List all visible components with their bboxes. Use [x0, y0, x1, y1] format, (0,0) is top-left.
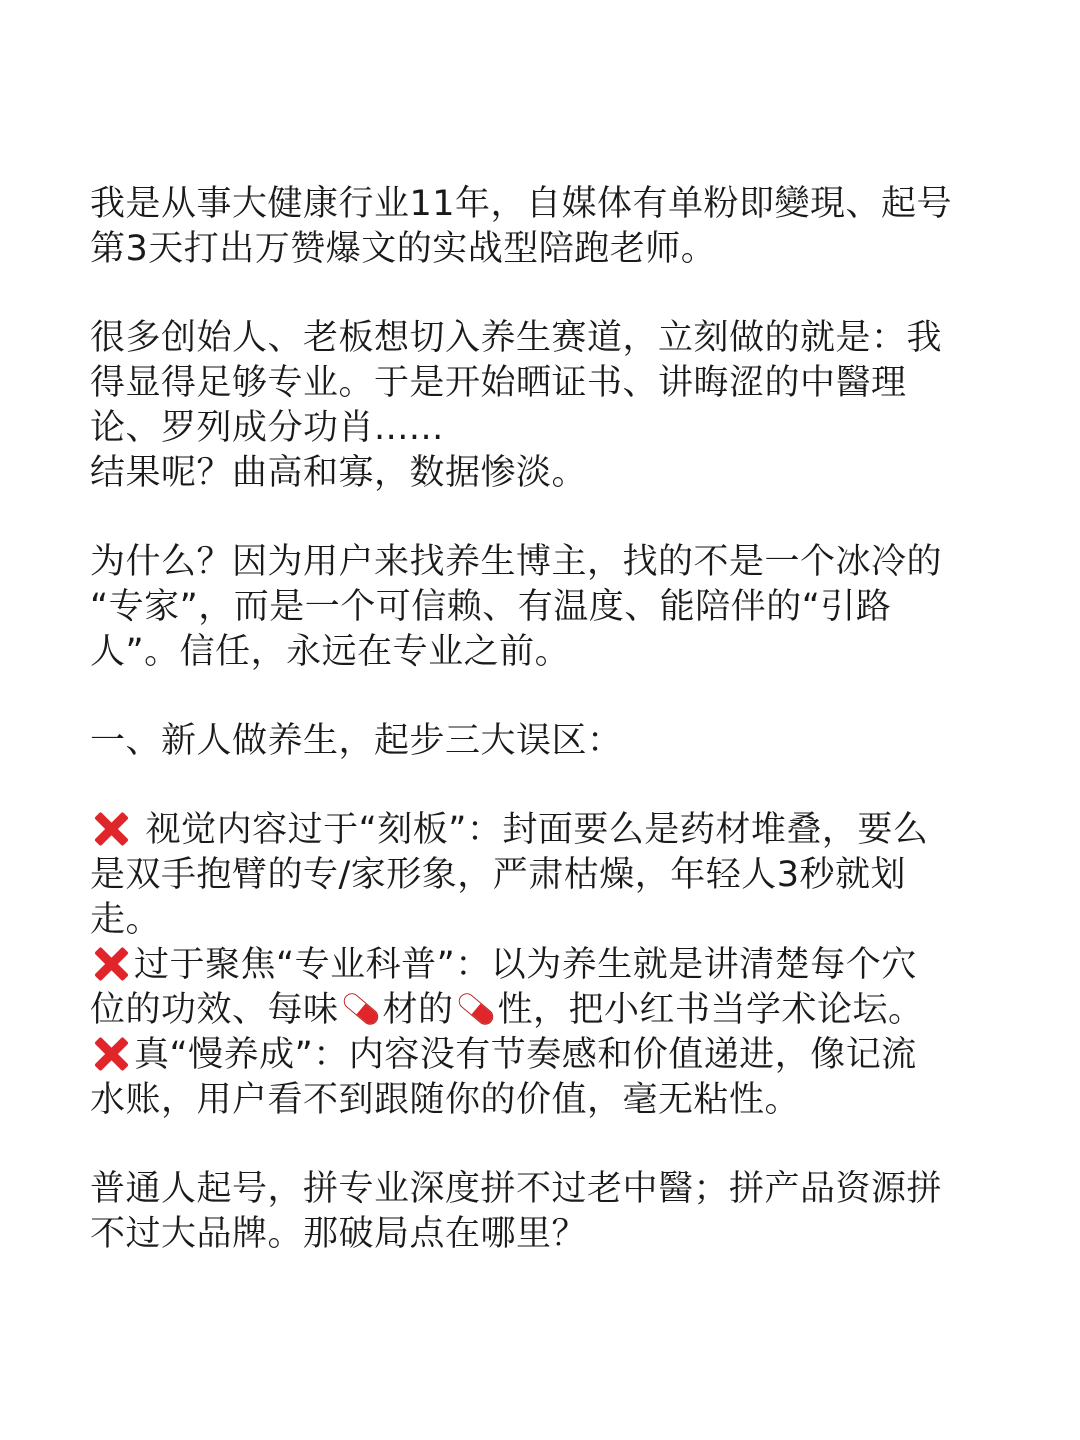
text-line: 得显得足够专业。于是开始晒证书、讲晦涩的中醫理 — [90, 363, 907, 403]
cross-mark-icon — [90, 1034, 132, 1072]
text-line: 水账，用户看不到跟随你的价值，毫无粘性。 — [90, 1080, 801, 1120]
text-line: 普通人起号，拼专业深度拼不过老中醫；拼产品资源拼 — [90, 1169, 943, 1209]
pill-icon — [339, 989, 383, 1027]
text-line: 论、罗列成分功肖...... — [90, 408, 444, 448]
text-line: 第3天打出万赞爆文的实战型陪跑老师。 — [90, 229, 717, 269]
text-line: “专家”，而是一个可信赖、有温度、能陪伴的“引路 — [90, 587, 892, 627]
text-line: 过于聚焦“专业科普”：以为养生就是讲清楚每个穴 — [134, 945, 917, 985]
closing-paragraph — [90, 1167, 995, 1257]
text-line: 视觉内容过于“刻板”：封面要么是药材堆叠，要么 — [134, 810, 929, 850]
section-heading — [90, 719, 995, 764]
heading-line: 一、新人做养生，起步三大误区： — [90, 721, 623, 761]
text-line: 人”。信任，永远在专业之前。 — [90, 632, 571, 672]
text-line: 结果呢？曲高和寡，数据惨淡。 — [90, 453, 588, 493]
mistake-item-2-line-2 — [90, 988, 995, 1033]
problem-paragraph — [90, 316, 995, 496]
text-fragment: 材的 — [382, 990, 454, 1030]
text-line: 为什么？因为用户来找养生博主，找的不是一个冰冷的 — [90, 542, 943, 582]
intro-paragraph — [90, 182, 995, 272]
text-line: 我是从事大健康行业11年，自媒体有单粉即變現、起号 — [90, 184, 953, 224]
post-body — [90, 182, 995, 1301]
mistake-item-2-line — [90, 943, 995, 988]
text-fragment: 位的功效、每味 — [90, 990, 339, 1030]
text-line: 很多创始人、老板想切入养生赛道，立刻做的就是：我 — [90, 318, 943, 358]
text-line: 不过大品牌。那破局点在哪里？ — [90, 1214, 588, 1254]
cross-mark-icon — [90, 809, 132, 847]
reason-paragraph — [90, 540, 995, 675]
text-line: 是双手抱臂的专/家形象，严肃枯燥，年轻人3秒就划 — [90, 855, 907, 895]
text-fragment: 性，把小红书当学术论坛。 — [497, 990, 924, 1030]
pill-icon — [454, 989, 498, 1027]
text-line: 走。 — [90, 900, 162, 940]
mistakes-list — [90, 808, 995, 1123]
mistake-item-3-line — [90, 1033, 995, 1078]
text-line: 真“慢养成”：内容没有节奏感和价值递进，像记流 — [134, 1035, 917, 1075]
cross-mark-icon — [90, 944, 132, 982]
mistake-item-1-line — [90, 808, 995, 853]
